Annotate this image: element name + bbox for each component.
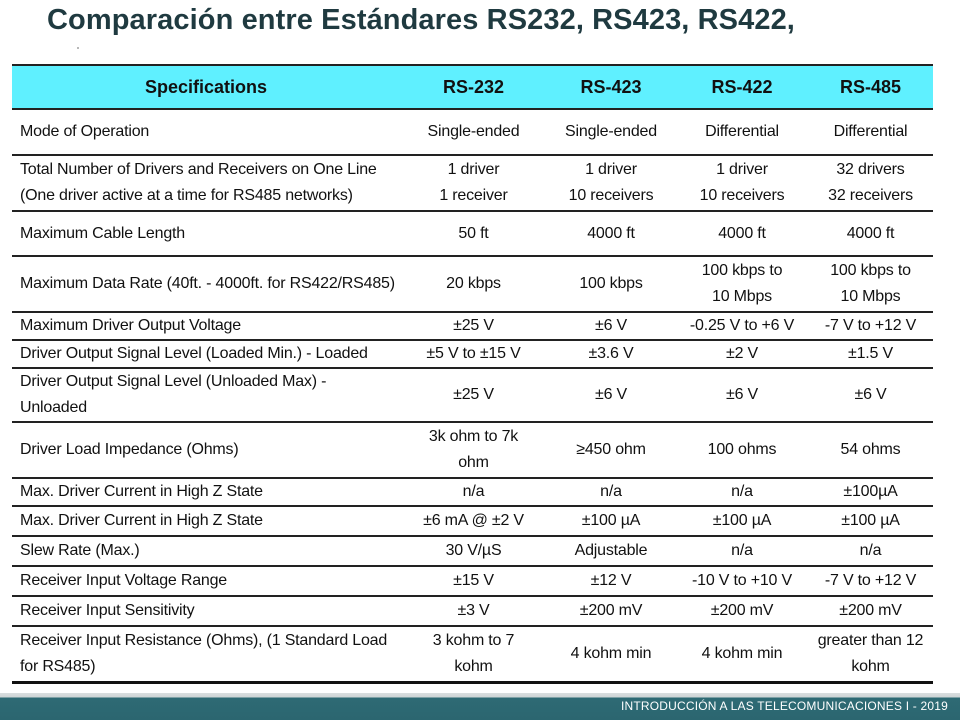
cell-line: 50 ft — [458, 224, 489, 242]
cell-line: -7 V to +12 V — [824, 317, 917, 334]
table-cell-rs423 — [546, 478, 676, 506]
cell-line: Differential — [833, 123, 908, 140]
table-cell-rs485 — [808, 256, 933, 312]
cell-line: Maximum Cable Length — [20, 224, 185, 242]
title-divider-dot — [77, 47, 79, 49]
table-cell-rs232 — [401, 506, 546, 536]
cell-line: Mode of Operation — [20, 123, 150, 140]
cell-line: ±6 V — [726, 386, 758, 403]
cell-line: n/a — [859, 542, 882, 559]
comparison-table — [12, 64, 933, 684]
cell-line: Adjustable — [574, 542, 648, 559]
table-row — [12, 109, 933, 155]
cell-line: ±6 V — [854, 386, 887, 403]
table-cell-rs422 — [676, 566, 808, 596]
cell-line: 100 kbps to — [830, 262, 911, 279]
cell-line: ±100 µA — [581, 512, 641, 529]
table-cell-rs423 — [546, 506, 676, 536]
table-row — [12, 566, 933, 596]
cell-line: 54 ohms — [840, 441, 901, 458]
cell-line: Single-ended — [427, 123, 520, 140]
cell-line: -7 V to +12 V — [824, 572, 917, 589]
cell-line: ±15 V — [453, 572, 494, 589]
cell-line: 3 kohm to 7 — [432, 631, 515, 649]
cell-line: ±6 mA @ ±2 V — [423, 512, 524, 529]
table-cell-spec — [12, 211, 401, 256]
table-cell-rs232 — [401, 422, 546, 478]
table-cell-rs485 — [808, 566, 933, 596]
cell-line: Driver Load Impedance (Ohms) — [20, 441, 239, 458]
cell-line: ±3.6 V — [588, 345, 634, 362]
table-cell-rs423 — [546, 256, 676, 312]
table-cell-rs232 — [401, 155, 546, 211]
cell-line: ±1.5 V — [848, 345, 893, 362]
table-header-row — [12, 65, 933, 109]
cell-line: 4 kohm min — [701, 644, 783, 662]
table-cell-rs423 — [546, 626, 676, 682]
table-row — [12, 211, 933, 256]
header-cell-rs232: RS-232 — [401, 65, 546, 109]
comparison-table-container — [12, 64, 933, 684]
cell-line: Slew Rate (Max.) — [20, 542, 140, 559]
cell-line: Receiver Input Resistance (Ohms), (1 Standard Load — [20, 631, 388, 649]
table-cell-rs423 — [546, 536, 676, 566]
cell-line: n/a — [731, 483, 753, 500]
cell-line: 20 kbps — [446, 275, 501, 292]
header-cell-specifications: Specifications — [12, 65, 401, 109]
table-row — [12, 368, 933, 422]
table-row — [12, 506, 933, 536]
cell-line: 1 driver — [585, 161, 637, 178]
cell-line: Receiver Input Voltage Range — [20, 572, 227, 589]
table-cell-rs485 — [808, 211, 933, 256]
cell-line: ±3 V — [457, 602, 490, 619]
cell-line: ≥450 ohm — [576, 441, 646, 458]
table-cell-rs423 — [546, 368, 676, 422]
cell-line: ±6 V — [595, 386, 627, 403]
cell-line: Max. Driver Current in High Z State — [20, 512, 263, 529]
table-cell-rs232 — [401, 256, 546, 312]
cell-line: -0.25 V to +6 V — [689, 317, 795, 334]
table-cell-rs422 — [676, 422, 808, 478]
table-row — [12, 596, 933, 626]
table-cell-spec — [12, 596, 401, 626]
cell-line: Maximum Driver Output Voltage — [20, 317, 241, 334]
footer-text: INTRODUCCIÓN A LAS TELECOMUNICACIONES I - 2019 — [620, 699, 948, 713]
cell-line: 1 receiver — [439, 187, 508, 204]
table-cell-rs485 — [808, 506, 933, 536]
cell-line: 10 Mbps — [840, 288, 901, 305]
table-row — [12, 626, 933, 682]
table-cell-spec — [12, 368, 401, 422]
cell-line: Single-ended — [565, 123, 657, 140]
cell-line: 10 Mbps — [712, 288, 772, 305]
table-cell-rs422 — [676, 340, 808, 368]
table-cell-spec — [12, 536, 401, 566]
table-cell-spec — [12, 312, 401, 340]
table-cell-rs485 — [808, 109, 933, 155]
table-cell-rs485 — [808, 312, 933, 340]
table-cell-rs485 — [808, 155, 933, 211]
table-cell-rs423 — [546, 422, 676, 478]
cell-line: ±2 V — [726, 345, 758, 362]
cell-line: Maximum Data Rate (40ft. - 4000ft. for RS422/RS485) — [20, 275, 395, 292]
cell-line: 1 driver — [716, 161, 768, 178]
table-cell-rs423 — [546, 596, 676, 626]
cell-line: (One driver active at a time for RS485 networks) — [20, 187, 353, 204]
table-cell-rs422 — [676, 536, 808, 566]
table-cell-rs423 — [546, 155, 676, 211]
cell-line: -10 V to +10 V — [692, 572, 792, 589]
table-cell-rs422 — [676, 596, 808, 626]
cell-line: Differential — [705, 123, 779, 140]
table-cell-spec — [12, 478, 401, 506]
table-row — [12, 312, 933, 340]
table-cell-rs232 — [401, 368, 546, 422]
cell-line: 30 V/µS — [445, 542, 502, 559]
cell-line: ±5 V to ±15 V — [426, 345, 521, 362]
table-cell-rs232 — [401, 566, 546, 596]
table-cell-rs423 — [546, 211, 676, 256]
table-cell-rs232 — [401, 109, 546, 155]
table-cell-rs485 — [808, 596, 933, 626]
table-row — [12, 478, 933, 506]
cell-line: n/a — [600, 483, 622, 500]
table-row — [12, 536, 933, 566]
table-cell-rs232 — [401, 478, 546, 506]
table-row — [12, 340, 933, 368]
cell-line: ±100µA — [843, 483, 898, 500]
cell-line: 32 receivers — [828, 187, 913, 204]
table-cell-rs232 — [401, 596, 546, 626]
cell-line: 3k ohm to 7k — [428, 428, 519, 445]
cell-line: ±100 µA — [712, 512, 772, 529]
table-cell-rs485 — [808, 422, 933, 478]
table-cell-rs232 — [401, 626, 546, 682]
table-cell-rs232 — [401, 340, 546, 368]
cell-line: Driver Output Signal Level (Unloaded Max) - Unloaded — [20, 373, 327, 416]
cell-line: 4000 ft — [846, 224, 895, 242]
table-cell-rs422 — [676, 506, 808, 536]
cell-line: ±200 mV — [710, 602, 774, 619]
cell-line: 100 kbps — [579, 275, 643, 292]
cell-line: ±6 V — [595, 317, 627, 334]
cell-line: greater than 12 — [817, 631, 924, 649]
table-cell-rs422 — [676, 626, 808, 682]
cell-line: ±25 V — [453, 386, 494, 403]
table-cell-rs423 — [546, 109, 676, 155]
table-cell-rs423 — [546, 340, 676, 368]
cell-line: 10 receivers — [568, 187, 654, 204]
table-cell-rs485 — [808, 626, 933, 682]
cell-line: ±200 mV — [839, 602, 902, 619]
cell-line: 4000 ft — [718, 224, 766, 242]
table-cell-rs423 — [546, 312, 676, 340]
cell-line: Driver Output Signal Level (Loaded Min.) - Loaded — [20, 345, 368, 362]
table-cell-spec — [12, 422, 401, 478]
table-cell-rs422 — [676, 368, 808, 422]
table-body — [12, 109, 933, 682]
table-cell-rs485 — [808, 478, 933, 506]
header-cell-rs422: RS-422 — [676, 65, 808, 109]
table-row — [12, 422, 933, 478]
cell-line: n/a — [731, 542, 753, 559]
cell-line: 4 kohm min — [570, 644, 652, 662]
cell-line: Max. Driver Current in High Z State — [20, 483, 263, 500]
table-cell-spec — [12, 256, 401, 312]
cell-line: ohm — [458, 454, 489, 471]
cell-line: 32 drivers — [836, 161, 905, 178]
table-cell-rs485 — [808, 368, 933, 422]
table-cell-rs485 — [808, 340, 933, 368]
table-cell-rs422 — [676, 312, 808, 340]
header-cell-rs423: RS-423 — [546, 65, 676, 109]
cell-line: kohm — [454, 657, 493, 675]
header-cell-rs485: RS-485 — [808, 65, 933, 109]
table-cell-rs232 — [401, 211, 546, 256]
table-cell-spec — [12, 340, 401, 368]
table-cell-rs422 — [676, 155, 808, 211]
cell-line: for RS485) — [20, 657, 96, 675]
table-cell-spec — [12, 155, 401, 211]
slide-title: Comparación entre Estándares RS232, RS423, RS422, — [47, 4, 795, 36]
cell-line: 4000 ft — [587, 224, 635, 242]
cell-line: ±12 V — [590, 572, 632, 589]
cell-line: Receiver Input Sensitivity — [20, 602, 195, 619]
table-cell-rs232 — [401, 312, 546, 340]
table-cell-rs422 — [676, 478, 808, 506]
cell-line: 1 driver — [447, 161, 500, 178]
table-cell-rs422 — [676, 256, 808, 312]
table-cell-rs485 — [808, 536, 933, 566]
table-cell-spec — [12, 109, 401, 155]
table-cell-rs423 — [546, 566, 676, 596]
table-row — [12, 256, 933, 312]
table-cell-spec — [12, 506, 401, 536]
cell-line: 100 kbps to — [701, 262, 783, 279]
table-row — [12, 155, 933, 211]
table-cell-spec — [12, 566, 401, 596]
cell-line: 10 receivers — [699, 187, 785, 204]
cell-line: kohm — [851, 657, 890, 675]
cell-line: Total Number of Drivers and Receivers on One Line — [20, 161, 377, 178]
table-cell-rs422 — [676, 211, 808, 256]
table-cell-spec — [12, 626, 401, 682]
cell-line: n/a — [462, 483, 485, 500]
table-cell-rs232 — [401, 536, 546, 566]
cell-line: ±200 mV — [579, 602, 643, 619]
table-cell-rs422 — [676, 109, 808, 155]
cell-line: ±100 µA — [841, 512, 900, 529]
cell-line: 100 ohms — [707, 441, 777, 458]
cell-line: ±25 V — [453, 317, 494, 334]
